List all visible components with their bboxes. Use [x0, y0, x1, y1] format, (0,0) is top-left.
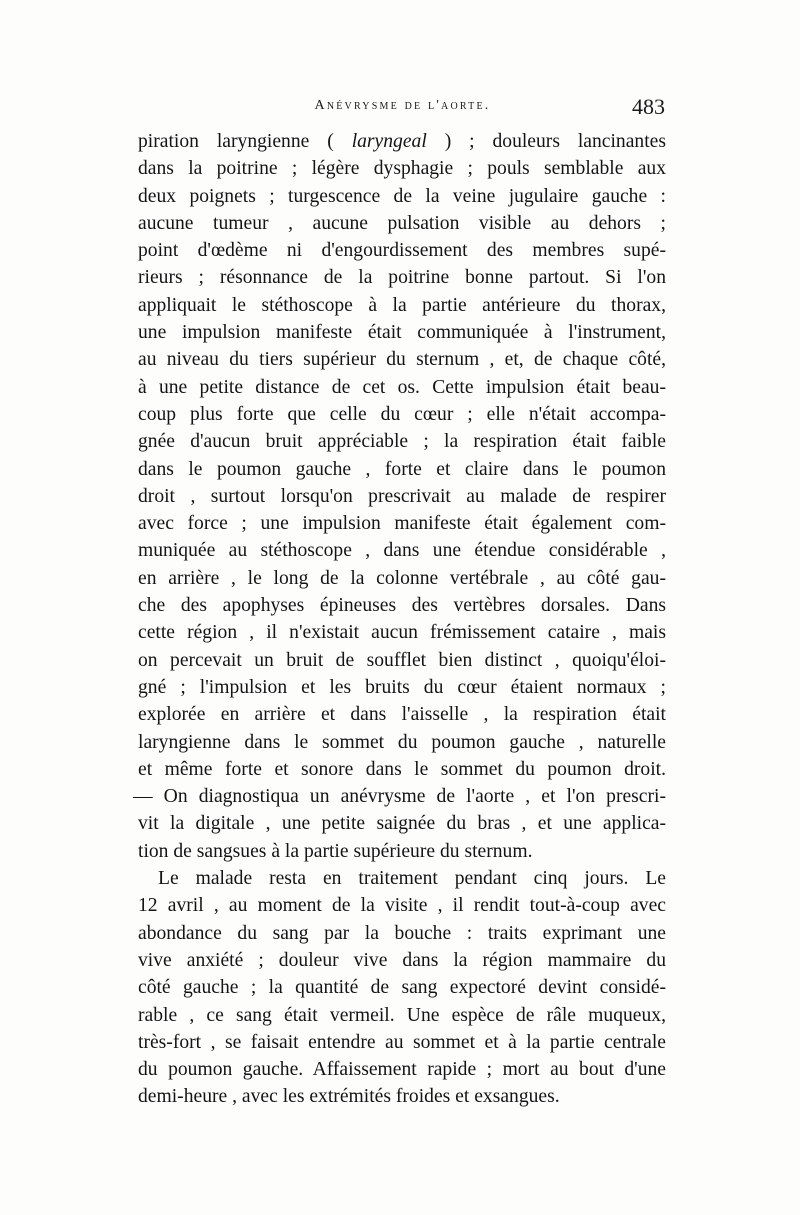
text-line: aucune tumeur , aucune pulsation visible au dehors ;: [138, 212, 666, 234]
text-line: dans la poitrine ; légère dysphagie ; pouls semblable aux: [138, 158, 666, 180]
text-line: rieurs ; résonnance de la poitrine bonne partout. Si l'on: [138, 267, 666, 289]
text-line: dans le poumon gauche , forte et claire dans le poumon: [138, 458, 666, 480]
text-line: rable , ce sang était vermeil. Une espèce de râle muqueux,: [138, 1004, 666, 1026]
text-line: deux poignets ; turgescence de la veine jugulaire gauche :: [138, 185, 666, 207]
text-line: appliquait le stéthoscope à la partie antérieure du thorax,: [138, 294, 666, 316]
text-line: che des apophyses épineuses des vertèbres dorsales. Dans: [138, 595, 666, 617]
text-line: avec force ; une impulsion manifeste était également com-: [138, 513, 666, 535]
text-line: laryngienne dans le sommet du poumon gauche , naturelle: [138, 731, 666, 753]
text-line: vive anxiété ; douleur vive dans la région mammaire du: [138, 949, 666, 971]
text-line: muniquée au stéthoscope , dans une étendue considérable ,: [138, 540, 666, 562]
text-line: gné ; l'impulsion et les bruits du cœur étaient normaux ;: [138, 676, 666, 698]
text-line: en arrière , le long de la colonne vertébrale , au côté gau-: [138, 567, 666, 589]
text-line: piration laryngienne ( laryngeal ) ; douleurs lancinantes: [138, 131, 666, 152]
body-text: [133, 128, 666, 1111]
text-line: droit , surtout lorsqu'on prescrivait au malade de respirer: [138, 485, 666, 507]
text-line: une impulsion manifeste était communiquée à l'instrument,: [138, 322, 666, 344]
text-line: du poumon gauche. Affaissement rapide ; mort au bout d'une: [138, 1059, 666, 1081]
text-line: abondance du sang par la bouche : traits exprimant une: [138, 922, 666, 944]
text-line: on percevait un bruit de soufflet bien distinct , quoiqu'éloi-: [138, 649, 666, 671]
paragraph-end-line: demi-heure , avec les extrémités froides et exsangues.: [138, 1086, 560, 1108]
running-title: Anévrysme de l'aorte.: [314, 98, 491, 113]
text-line: à une petite distance de cet os. Cette impulsion était beau-: [138, 376, 666, 398]
text-line: et même forte et sonore dans le sommet du poumon droit.: [138, 758, 666, 780]
running-head: [140, 94, 665, 124]
page-number: 483: [632, 94, 665, 119]
italic-term: laryngeal: [351, 131, 427, 152]
text-line: gnée d'aucun bruit appréciable ; la respiration était faible: [138, 431, 666, 453]
text-line: 12 avril , au moment de la visite , il rendit tout-à-coup avec: [138, 895, 666, 917]
text-line: — On diagnostiqua un anévrysme de l'aorte , et l'on prescri-: [133, 786, 666, 808]
text-line: coup plus forte que celle du cœur ; elle n'était accompa-: [138, 403, 666, 425]
text-line: côté gauche ; la quantité de sang expectoré devint considé-: [138, 977, 666, 999]
text-line: au niveau du tiers supérieur du sternum , et, de chaque côté,: [138, 349, 666, 371]
text-line: très-fort , se faisait entendre au sommet et à la partie centrale: [138, 1031, 666, 1053]
paragraph-end-line: tion de sangsues à la partie supérieure du sternum.: [138, 840, 533, 862]
text-line: vit la digitale , une petite saignée du bras , et une applica-: [138, 813, 666, 835]
paragraph-start-line: Le malade resta en traitement pendant cinq jours. Le: [158, 868, 666, 890]
text-line: cette région , il n'existait aucun frémissement cataire , mais: [138, 622, 666, 644]
text-line: explorée en arrière et dans l'aisselle , la respiration était: [138, 704, 666, 726]
text-line: point d'œdème ni d'engourdissement des membres supé-: [138, 240, 666, 262]
